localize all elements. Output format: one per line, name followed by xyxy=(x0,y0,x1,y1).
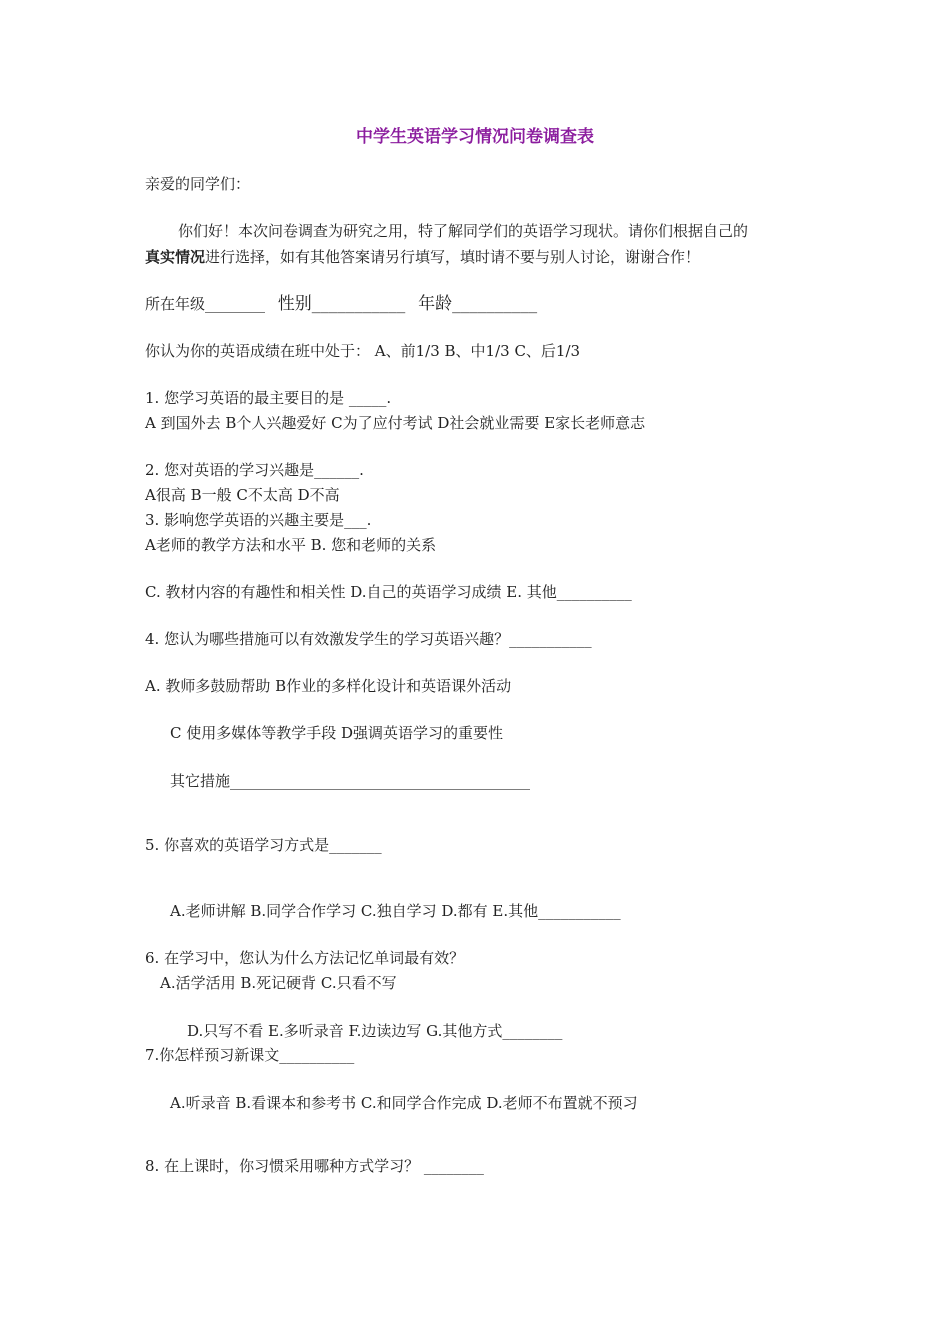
q3-options-2: C. 教材内容的有趣性和相关性 D.自己的英语学习成绩 E. 其他__________ xyxy=(145,583,632,601)
q6-question: 6. 在学习中，您认为什么方法记忆单词最有效？ xyxy=(145,949,465,967)
q6-options-2: D.只写不看 E.多听录音 F.边读边写 G.其他方式________ xyxy=(187,1022,563,1040)
intro-line-2-text: 进行选择，如有其他答案请另行填写，填时请不要与别人讨论，谢谢合作！ xyxy=(205,248,701,266)
q4-other: 其它措施________________________________________ xyxy=(170,772,531,790)
q2-question: 2. 您对英语的学习兴趣是______. xyxy=(145,461,364,479)
q7-question: 7.你怎样预习新课文__________ xyxy=(145,1046,355,1064)
q6-options-1: A.活学活用 B.死记硬背 C.只看不写 xyxy=(160,974,397,992)
intro-line-2 xyxy=(145,247,700,267)
q1-options: A 到国外去 B个人兴趣爱好 C为了应付考试 D社会就业需要 E家长老师意志 xyxy=(145,414,646,432)
info-line xyxy=(145,294,537,314)
q5-question: 5. 你喜欢的英语学习方式是_______ xyxy=(145,836,382,854)
q8-question: 8. 在上课时，你习惯采用哪种方式学习？ ________ xyxy=(145,1157,484,1175)
greeting: 亲爱的同学们： xyxy=(145,175,251,193)
q4-options-1: A. 教师多鼓励帮助 B作业的多样化设计和英语课外活动 xyxy=(145,677,512,695)
q4-question: 4. 您认为哪些措施可以有效激发学生的学习英语兴趣？___________ xyxy=(145,630,592,648)
intro-line-1: 你们好！本次问卷调查为研究之用，特了解同学们的英语学习现状。请你们根据自己的 xyxy=(178,222,749,240)
q2-options: A很高 B一般 C不太高 D不高 xyxy=(145,486,340,504)
gender-field: 性别___________ xyxy=(277,294,406,314)
q7-options: A.听录音 B.看课本和参考书 C.和同学合作完成 D.老师不布置就不预习 xyxy=(170,1094,638,1112)
q3-question: 3. 影响您学英语的兴趣主要是___. xyxy=(145,511,372,529)
intro-emphasis: 真实情况 xyxy=(145,248,206,266)
q1-question: 1. 您学习英语的最主要目的是 _____. xyxy=(145,389,392,407)
page-title: 中学生英语学习情况问卷调查表 xyxy=(356,127,594,147)
grade-field: 所在年级________ xyxy=(145,295,266,313)
q5-options: A.老师讲解 B.同学合作学习 C.独自学习 D.都有 E.其他___________ xyxy=(170,902,621,920)
age-field: 年龄__________ xyxy=(418,294,538,314)
rank-question: 你认为你的英语成绩在班中处于： A、前1/3 B、中1/3 C、后1/3 xyxy=(145,342,581,360)
q3-options-1: A老师的教学方法和水平 B. 您和老师的关系 xyxy=(145,536,437,554)
q4-options-2: C 使用多媒体等教学手段 D强调英语学习的重要性 xyxy=(170,724,504,742)
